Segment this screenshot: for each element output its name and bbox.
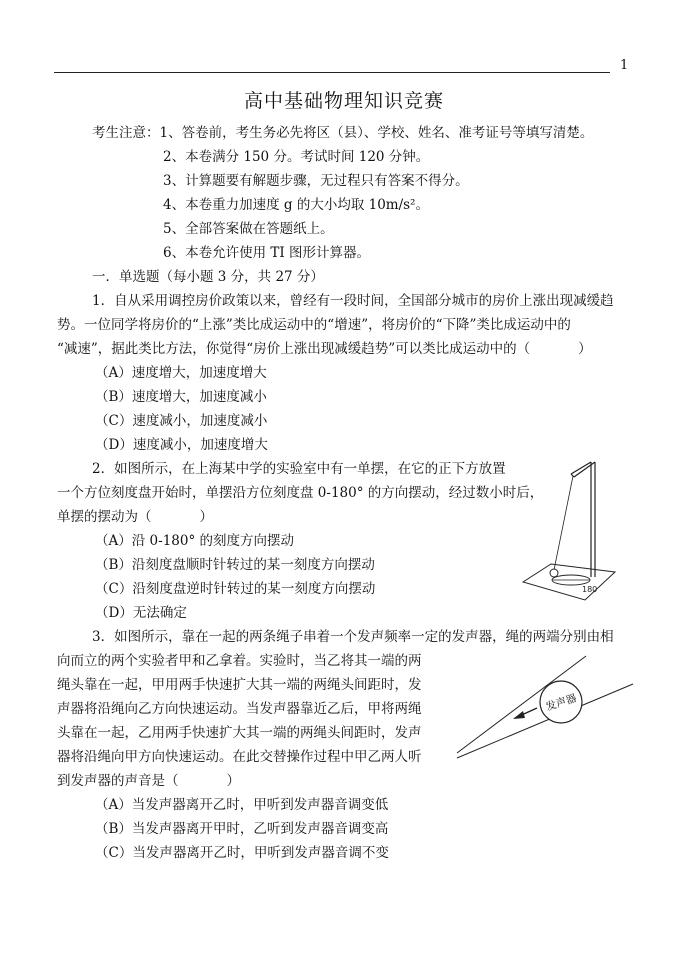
notice-item: 1、答卷前，考生务必先将区（县）、学校、姓名、准考证号等填写清楚。 — [159, 125, 594, 141]
question-line: 绳头靠在一起，甲用两手快速扩大其一端的两绳头间距时，发 — [57, 677, 422, 693]
notice-label: 考生注意： — [92, 125, 160, 141]
pendulum-figure — [515, 452, 620, 607]
notice-item: 4、本卷重力加速度 g 的大小均取 10m/s²。 — [163, 197, 429, 213]
option-b: （B）当发声器离开甲时，乙听到发声器音调变高 — [95, 821, 389, 837]
question-line: “减速”，据此类比方法，你觉得“房价上涨出现减缓趋势”可以类比成运动中的（ ） — [57, 341, 592, 357]
sound-emitter-figure — [455, 652, 638, 762]
question-line: 2．如图所示，在上海某中学的实验室中有一单摆，在它的正下方放置 — [92, 461, 506, 477]
option-b: （B）速度增大，加速度减小 — [95, 389, 267, 405]
notice-item: 3、计算题要有解题步骤，无过程只有答案不得分。 — [163, 173, 469, 189]
option-a: （A）沿 0-180° 的刻度方向摆动 — [95, 533, 294, 549]
question-line: 3．如图所示，靠在一起的两条绳子串着一个发声频率一定的发声器，绳的两端分别由相 — [92, 629, 614, 645]
page-number: 1 — [620, 58, 629, 73]
question-line: 头靠在一起，乙用两手快速扩大其一端的两绳头间距时，发声 — [57, 725, 422, 741]
option-c: （C）速度减小，加速度减小 — [95, 413, 268, 429]
question-line: 单摆的摆动为（ ） — [57, 509, 213, 525]
question-line: 声器将沿绳向乙方向快速运动。当发声器靠近乙后，甲将两绳 — [57, 701, 422, 717]
emitter-label: 发声器 — [544, 692, 579, 714]
option-a: （A）当发声器离开乙时，甲听到发声器音调变低 — [95, 797, 389, 813]
option-c: （C）沿刻度盘逆时针转过的某一刻度方向摆动 — [95, 581, 376, 597]
notice-item: 2、本卷满分 150 分。考试时间 120 分钟。 — [163, 149, 430, 165]
notice-item: 6、本卷允许使用 TI 图形计算器。 — [163, 245, 371, 261]
option-a: （A）速度增大，加速度增大 — [95, 365, 267, 381]
page-title: 高中基础物理知识竞赛 — [243, 90, 444, 112]
question-line: 向而立的两个实验者甲和乙拿着。实验时，当乙将其一端的两 — [57, 653, 422, 669]
option-d: （D）无法确定 — [95, 605, 187, 621]
question-line: 到发声器的声音是（ ） — [57, 773, 240, 789]
question-line: 一个方位刻度盘开始时，单摆沿方位刻度盘 0-180° 的方向摆动，经过数小时后， — [57, 485, 544, 501]
header-rule — [54, 72, 610, 73]
notice-block — [92, 124, 593, 142]
question-line: 1．自从采用调控房价政策以来，曾经有一段时间，全国部分城市的房价上涨出现减缓趋 — [92, 293, 614, 309]
figure-scale-label: 180 — [582, 585, 598, 594]
section-heading: 一．单选题（每小题 3 分，共 27 分） — [92, 269, 324, 285]
option-c: （C）当发声器离开乙时，甲听到发声器音调不变 — [95, 845, 389, 861]
notice-item: 5、全部答案做在答题纸上。 — [163, 221, 334, 237]
question-line: 势。一位同学将房价的“上涨”类比成运动中的“增速”，将房价的“下降”类比成运动中的 — [57, 317, 571, 333]
option-b: （B）沿刻度盘顺时针转过的某一刻度方向摆动 — [95, 557, 375, 573]
question-line: 器将沿绳向甲方向快速运动。在此交替操作过程中甲乙两人听 — [57, 749, 422, 765]
option-d: （D）速度减小，加速度增大 — [95, 437, 268, 453]
